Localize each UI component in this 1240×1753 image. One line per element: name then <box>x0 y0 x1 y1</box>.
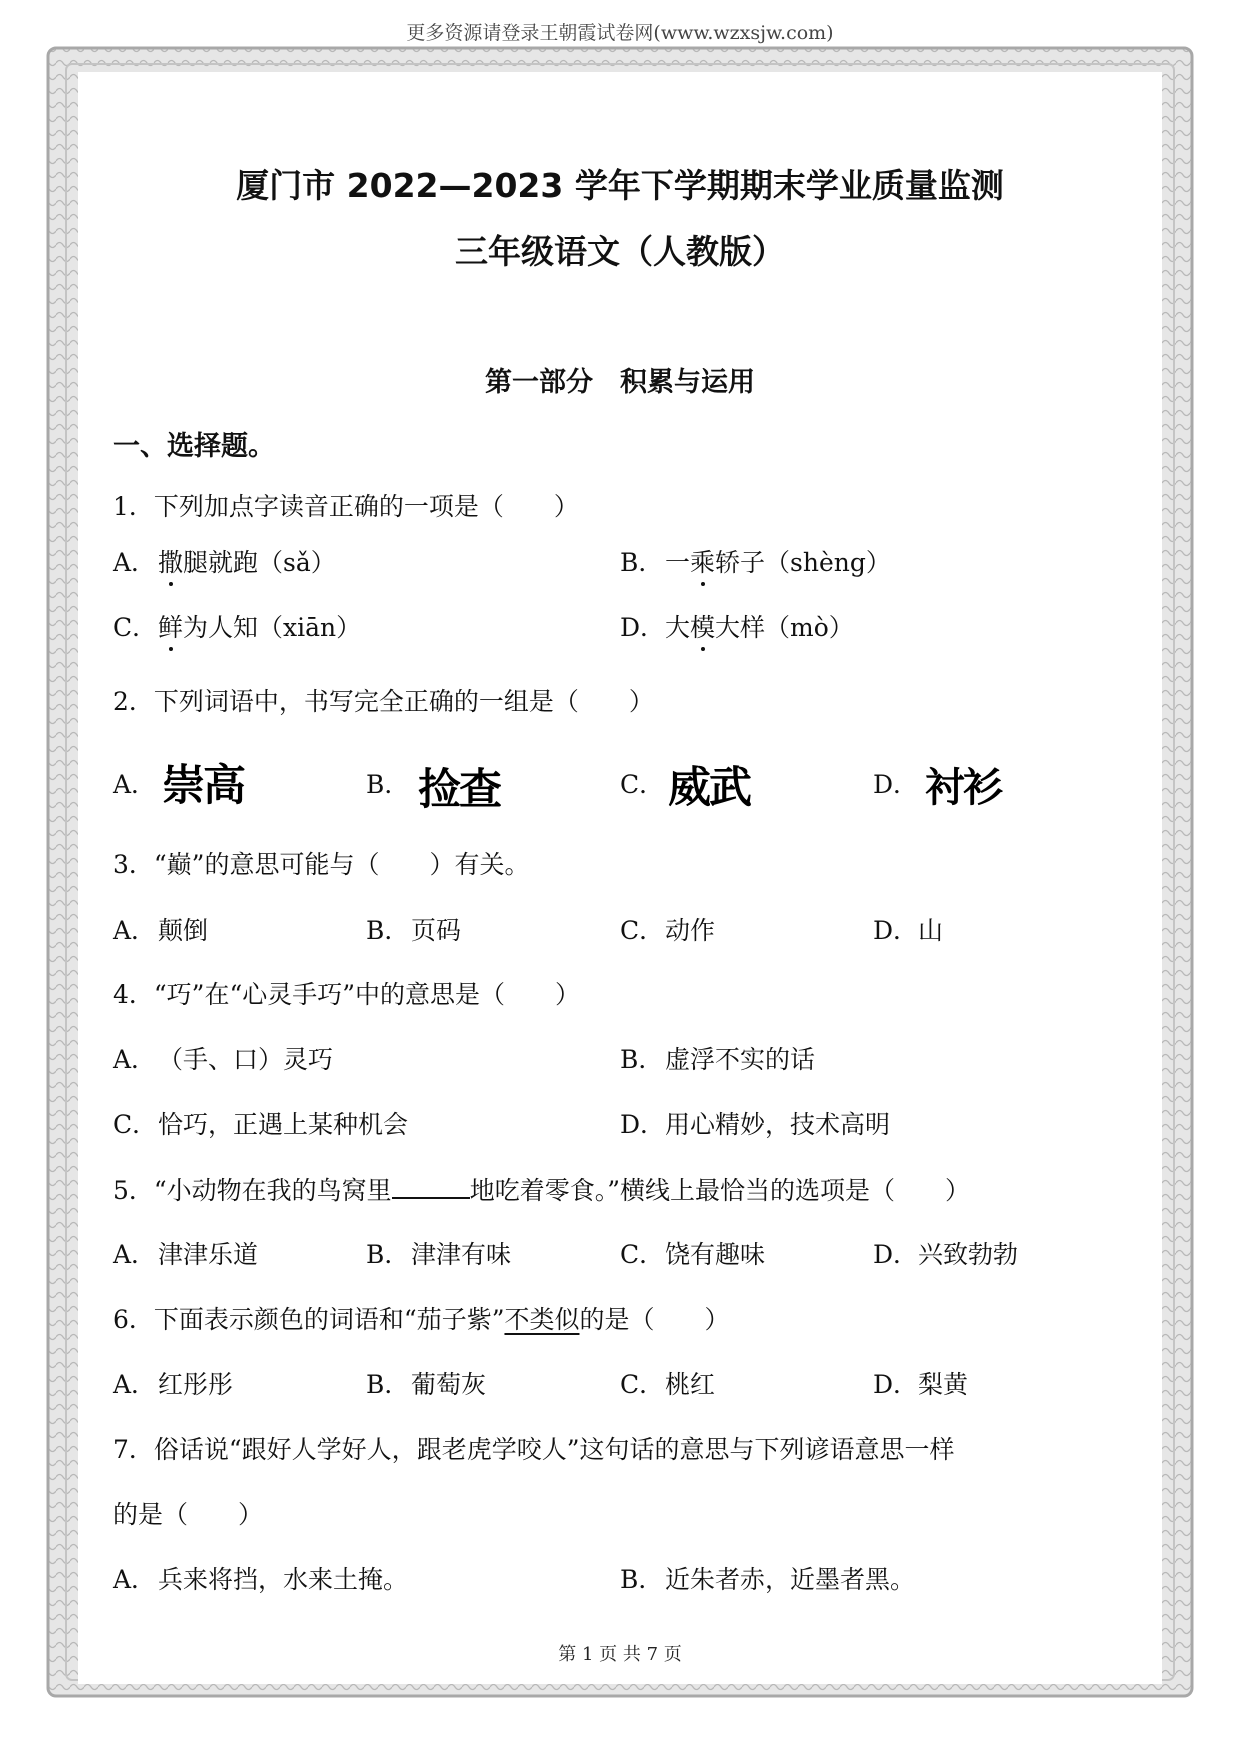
q6-option-c: C．桃红 <box>620 1370 716 1399</box>
q7-option-b: B．近朱者赤，近墨者黑。 <box>620 1565 916 1594</box>
question-7-stem-line1: 7．俗话说“跟好人学好人，跟老虎学咬人”这句话的意思与下列谚语意思一样 <box>113 1435 955 1464</box>
q2-option-a-label: A． <box>113 770 157 799</box>
q4-option-c: C．恰巧，正遇上某种机会 <box>113 1110 409 1139</box>
q5-option-d: D．兴致勃勃 <box>873 1240 1019 1269</box>
exam-subtitle: 三年级语文（人教版） <box>455 232 785 271</box>
q2-option-a-handwriting: 崇高 <box>162 761 244 811</box>
question-6-stem: 6．下面表示颜色的词语和“茄子紫”不类似的是（ ） <box>113 1305 730 1334</box>
q1-option-a: A．撒腿就跑（sǎ） <box>113 546 336 580</box>
q5-option-c: C．饶有趣味 <box>620 1240 766 1269</box>
question-2-stem: 2．下列词语中，书写完全正确的一组是（ ） <box>113 687 654 716</box>
page-footer: 第 1 页 共 7 页 <box>558 1644 682 1665</box>
q7-option-a: A．兵来将挡，水来土掩。 <box>113 1565 409 1594</box>
underlined-word: 不类似 <box>504 1305 580 1334</box>
question-7-stem-line2: 的是（ ） <box>113 1500 264 1529</box>
q2-option-d-handwriting: 衬衫 <box>925 765 1001 811</box>
dotted-char: 乘 <box>690 546 715 580</box>
dotted-char: 撒 <box>158 546 183 580</box>
section-heading: 一、选择题。 <box>113 431 275 462</box>
q3-option-c: C．动作 <box>620 916 716 945</box>
q3-option-b: B．页码 <box>366 916 462 945</box>
q4-option-d: D．用心精妙，技术高明 <box>620 1110 891 1139</box>
q2-option-b-handwriting: 捡查 <box>418 765 500 815</box>
dotted-char: 模 <box>690 611 715 645</box>
q3-option-a: A．颠倒 <box>113 916 209 945</box>
dotted-char: 鲜 <box>158 611 183 645</box>
q4-option-b: B．虚浮不实的话 <box>620 1045 816 1074</box>
q1-option-d: D．大模大样（mò） <box>620 611 854 645</box>
q1-option-b: B．一乘轿子（shèng） <box>620 546 891 580</box>
q1-option-c: C．鲜为人知（xiān） <box>113 611 361 645</box>
q6-option-d: D．梨黄 <box>873 1370 969 1399</box>
q5-option-b: B．津津有味 <box>366 1240 512 1269</box>
q6-option-b: B．葡萄灰 <box>366 1370 487 1399</box>
question-4-stem: 4．“巧”在“心灵手巧”中的意思是（ ） <box>113 980 581 1009</box>
q4-option-a: A．（手、口）灵巧 <box>113 1045 334 1074</box>
question-3-stem: 3．“巅”的意思可能与（ ）有关。 <box>113 850 530 879</box>
answer-blank <box>392 1173 470 1199</box>
question-1-stem: 1．下列加点字读音正确的一项是（ ） <box>113 492 579 521</box>
part-heading: 第一部分 积累与运用 <box>485 367 755 398</box>
site-banner: 更多资源请登录王朝霞试卷网(www.wzxsjw.com) <box>406 22 834 44</box>
q6-option-a: A．红彤彤 <box>113 1370 234 1399</box>
q3-option-d: D．山 <box>873 916 944 945</box>
question-5-stem: 5．“小动物在我的鸟窝里 地吃着零食。”横线上最恰当的选项是（ ） <box>113 1173 970 1208</box>
exam-title: 厦门市 2022—2023 学年下学期期末学业质量监测 <box>236 166 1004 205</box>
q2-option-b-label: B． <box>366 770 410 799</box>
q2-option-d-label: D． <box>873 770 919 799</box>
q2-option-c-handwriting: 威武 <box>668 763 750 813</box>
q5-option-a: A．津津乐道 <box>113 1240 259 1269</box>
q2-option-c-label: C． <box>620 770 665 799</box>
